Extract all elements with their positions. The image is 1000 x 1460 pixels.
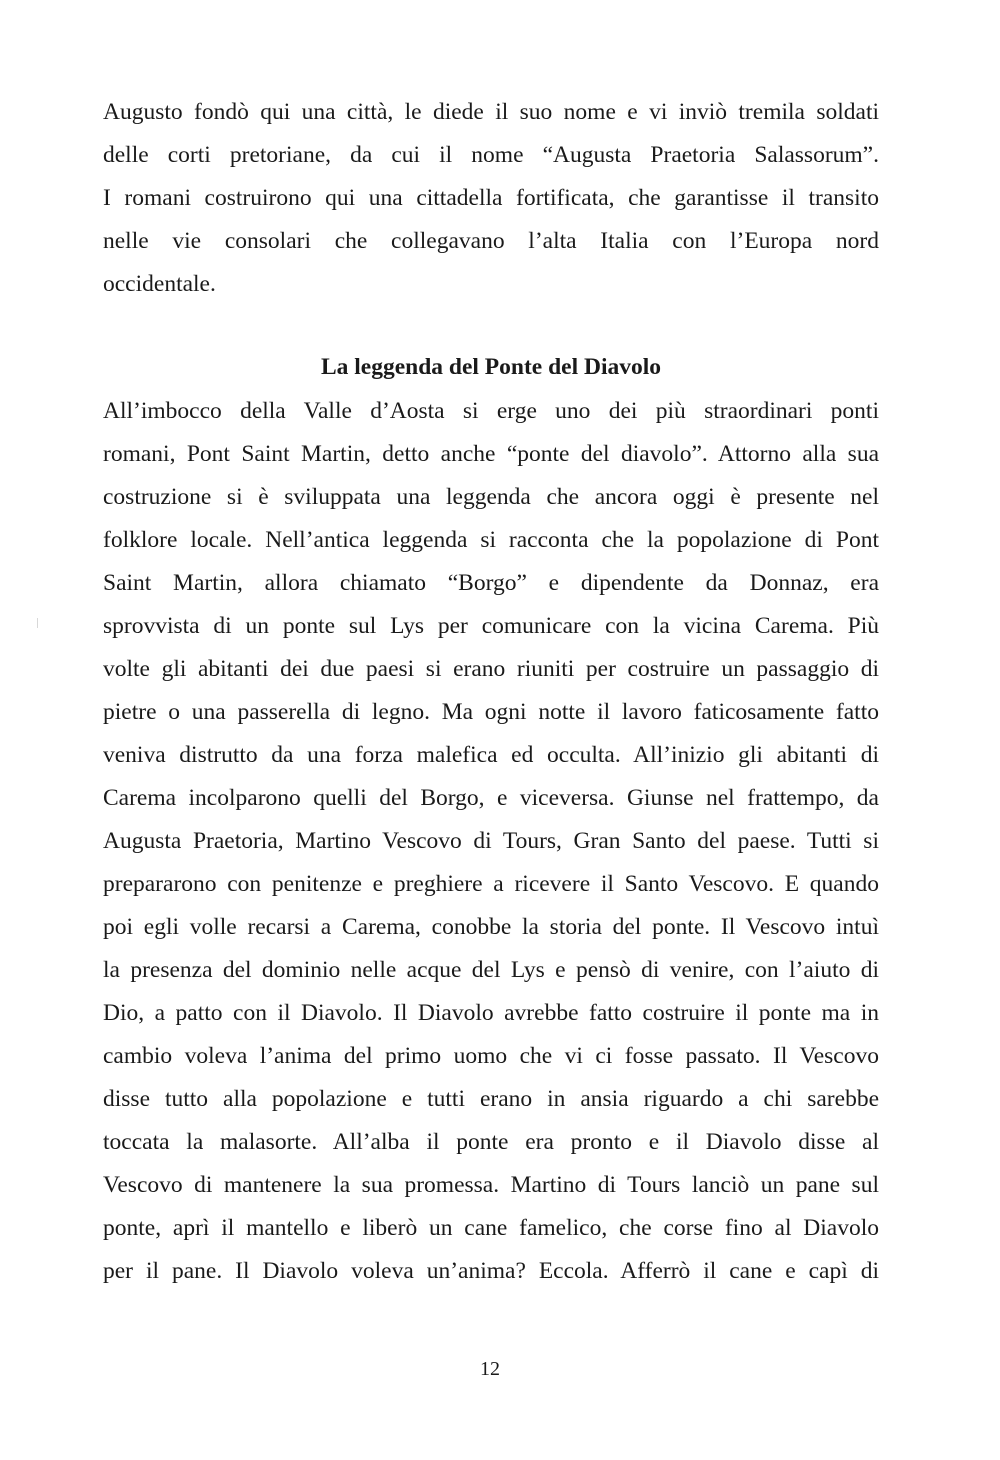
text-line: per il pane. Il Diavolo voleva un’anima? Eccola. Afferrò il cane e capì di — [103, 1258, 879, 1284]
text-line: veniva distrutto da una forza malefica ed occulta. All’inizio gli abitanti di — [103, 742, 879, 768]
text-line: Dio, a patto con il Diavolo. Il Diavolo avrebbe fatto costruire il ponte ma in — [103, 1000, 879, 1026]
text-line: prepararono con penitenze e preghiere a ricevere il Santo Vescovo. E quando — [103, 871, 879, 897]
scan-mark — [37, 618, 38, 628]
text-line: sprovvista di un ponte sul Lys per comunicare con la vicina Carema. Più — [103, 613, 879, 639]
text-line: folklore locale. Nell’antica leggenda si racconta che la popolazione di Pont — [103, 527, 879, 553]
text-line: costruzione si è sviluppata una leggenda che ancora oggi è presente nel — [103, 484, 879, 510]
text-line: pietre o una passerella di legno. Ma ogni notte il lavoro faticosamente fatto — [103, 699, 879, 725]
text-line: Saint Martin, allora chiamato “Borgo” e dipendente da Donnaz, era — [103, 570, 879, 596]
text-line: poi egli volle recarsi a Carema, conobbe la storia del ponte. Il Vescovo intuì — [103, 914, 879, 940]
text-line: cambio voleva l’anima del primo uomo che vi ci fosse passato. Il Vescovo — [103, 1043, 879, 1069]
text-line: nelle vie consolari che collegavano l’alta Italia con l’Europa nord — [103, 228, 879, 254]
text-line: toccata la malasorte. All’alba il ponte era pronto e il Diavolo disse al — [103, 1129, 879, 1155]
text-line: Augusta Praetoria, Martino Vescovo di Tours, Gran Santo del paese. Tutti si — [103, 828, 879, 854]
text-line: All’imbocco della Valle d’Aosta si erge uno dei più straordinari ponti — [103, 398, 879, 424]
text-line: romani, Pont Saint Martin, detto anche “ponte del diavolo”. Attorno alla sua — [103, 441, 879, 467]
text-line: Carema incolparono quelli del Borgo, e viceversa. Giunse nel frattempo, da — [103, 785, 879, 811]
text-line: I romani costruirono qui una cittadella fortificata, che garantisse il transito — [103, 185, 879, 211]
text-line: Vescovo di mantenere la sua promessa. Martino di Tours lanciò un pane sul — [103, 1172, 879, 1198]
text-line: la presenza del dominio nelle acque del Lys e pensò di venire, con l’aiuto di — [103, 957, 879, 983]
text-line: disse tutto alla popolazione e tutti erano in ansia riguardo a chi sarebbe — [103, 1086, 879, 1112]
section-heading: La leggenda del Ponte del Diavolo — [320, 354, 662, 380]
text-line: ponte, aprì il mantello e liberò un cane famelico, che corse fino al Diavolo — [103, 1215, 879, 1241]
text-line: delle corti pretoriane, da cui il nome “Augusta Praetoria Salassorum”. — [103, 142, 879, 168]
page-number: 12 — [480, 1358, 500, 1380]
text-line: occidentale. — [103, 271, 216, 297]
text-line: volte gli abitanti dei due paesi si erano riuniti per costruire un passaggio di — [103, 656, 879, 682]
text-line: Augusto fondò qui una città, le diede il suo nome e vi inviò tremila soldati — [103, 99, 879, 125]
